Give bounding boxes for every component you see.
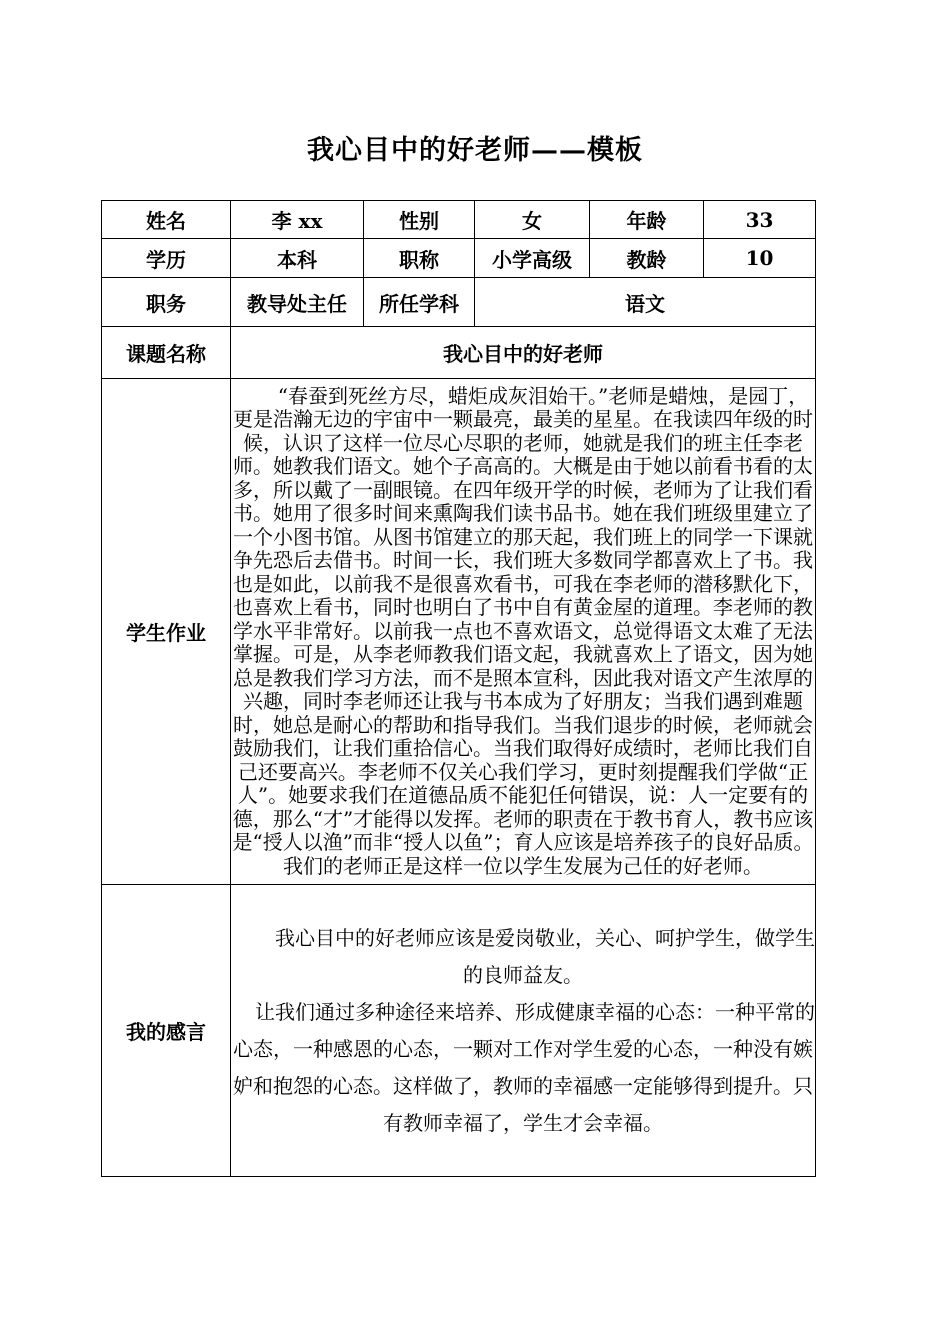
name-value: 李 xx xyxy=(231,201,364,239)
teaching-years-value: 10 xyxy=(704,239,816,278)
position-label: 职务 xyxy=(102,278,231,327)
title-rank-value: 小学高级 xyxy=(475,239,590,278)
teaching-years-label: 教龄 xyxy=(590,239,704,278)
title-rank-label: 职称 xyxy=(364,239,475,278)
education-label: 学历 xyxy=(102,239,231,278)
homework-text: “春蚕到死丝方尽，蜡炬成灰泪始干。”老师是蜡烛，是园丁，更是浩瀚无边的宇宙中一颗最亮，最美的星星。在我读四年级的时候，认识了这样一位尽心尽职的老师，她就是我们的班主任李老师。她教我们语文。她个子高高的。大概是由于她以前看书看的太多，所以戴了一副眼镜。在四年级开学的时候，老师为了让我们看书。她用了很多时间来熏陶我们读书品书。她在我们班级里建立了一个小图书馆。从图书馆建立的那天起，我们班上的同学一下课就争先恐后去借书。时间一长，我们班大多数同学都喜欢上了书。我也是如此，以前我不是很喜欢看书，可我在李老师的潜移默化下，也喜欢上看书，同时也明白了书中自有黄金屋的道理。李老师的教学水平非常好。以前我一点也不喜欢语文，总觉得语文太难了无法掌握。可是，从李老师教我们语文起，我就喜欢上了语文，因为她总是教我们学习方法，而不是照本宣科，因此我对语文产生浓厚的兴趣，同时李老师还让我与书本成为了好朋友；当我们遇到难题时，她总是耐心的帮助和指导我们。当我们退步的时候，老师就会鼓励我们，让我们重拾信心。当我们取得好成绩时，老师比我们自己还要高兴。李老师不仅关心我们学习，更时刻提醒我们学做“正人”。她要求我们在道德品质不能犯任何错误，说：人一定要有的德，那么“才”才能得以发挥。老师的职责在于教书育人，教书应该是“授人以渔”而非“授人以鱼”；育人应该是培养孩子的良好品质。我们的老师正是这样一位以学生发展为己任的好老师。 xyxy=(232,383,814,878)
position-value: 教导处主任 xyxy=(231,278,364,327)
topic-value: 我心目中的好老师 xyxy=(231,327,816,379)
subject-label: 所任学科 xyxy=(364,278,475,327)
thoughts-paragraph-2: 让我们通过多种途径来培养、形成健康幸福的心态：一种平常的心态，一种感恩的心态，一颗对工作对学生爱的心态，一种没有嫉妒和抱怨的心态。这样做了，教师的幸福感一定能够得到提升。只有教师幸福了，学生才会幸福。 xyxy=(233,999,815,1135)
thoughts-paragraph-1: 我心目中的好老师应该是爱岗敬业，关心、呵护学生，做学生的良师益友。 xyxy=(275,925,815,987)
row-basic-info xyxy=(102,201,816,239)
thoughts-label: 我的感言 xyxy=(102,885,231,1177)
row-thoughts xyxy=(102,885,816,1177)
topic-label: 课题名称 xyxy=(102,327,231,379)
teacher-info-table xyxy=(101,200,816,1177)
homework-label: 学生作业 xyxy=(102,379,231,885)
age-label: 年龄 xyxy=(590,201,704,239)
age-value: 33 xyxy=(704,201,816,239)
gender-value: 女 xyxy=(475,201,590,239)
homework-content xyxy=(231,379,816,885)
row-position xyxy=(102,278,816,327)
row-education xyxy=(102,239,816,278)
row-topic xyxy=(102,327,816,379)
subject-value: 语文 xyxy=(475,278,816,327)
name-label: 姓名 xyxy=(102,201,231,239)
document-title: 我心目中的好老师——模板 xyxy=(307,135,643,166)
gender-label: 性别 xyxy=(364,201,475,239)
education-value: 本科 xyxy=(231,239,364,278)
row-homework xyxy=(102,379,816,885)
thoughts-content xyxy=(231,885,816,1177)
